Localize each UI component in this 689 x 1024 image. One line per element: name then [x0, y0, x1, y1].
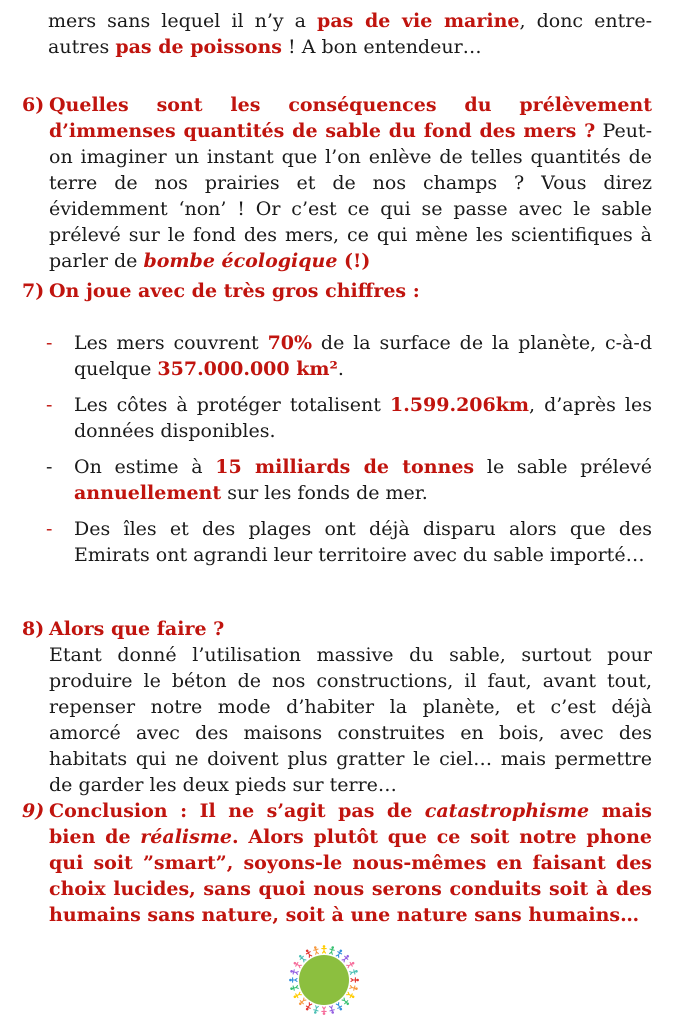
person-figure — [342, 998, 351, 1007]
list-item — [46, 454, 652, 506]
person-figure — [346, 992, 355, 1000]
person-figure — [290, 985, 299, 991]
bullet-text: Des îles et des plages ont déjà disparu alors que des Emirats ont agrandi leur territoire avec du sable importé… — [74, 518, 652, 566]
bullet-dash: - — [46, 518, 53, 540]
section-8-body — [49, 616, 652, 798]
person-figure — [298, 998, 307, 1007]
list-item — [46, 392, 652, 444]
bullet-highlight: 15 milliards de tonnes — [215, 456, 475, 478]
bullet-highlight: 70% — [267, 332, 313, 354]
person-figure — [322, 1007, 326, 1015]
person-figure — [346, 961, 355, 969]
intro-paragraph — [48, 8, 652, 60]
conclusion-text-c: . Alors plutôt que ce soit notre phone qui soit ”smart”, soyons-le nous-mêmes en faisant des choix lucides, sans quoi nous serons conduits soit à des humains sans nature, soit à une nature sans humains… — [49, 826, 652, 926]
section-9-number: 9) — [22, 800, 45, 822]
bullet-dash: - — [46, 332, 53, 354]
bullet-dash: - — [46, 456, 53, 478]
conclusion-italic-realism: réalisme — [140, 826, 233, 848]
person-figure — [305, 949, 313, 958]
person-figure — [336, 1002, 344, 1011]
intro-text-a: mers sans lequel il n’y a — [48, 10, 318, 32]
section-8-number: 8) — [22, 618, 45, 640]
bullet-highlight: 1.599.206km — [389, 394, 530, 416]
conclusion-text-a: Conclusion : Il ne s’agit pas de — [49, 800, 425, 822]
person-figure — [336, 949, 344, 958]
section-6-body — [49, 92, 652, 274]
section-7-bullet-list — [46, 330, 652, 578]
section-7 — [22, 278, 654, 304]
person-figure — [350, 985, 359, 991]
person-figure — [329, 1006, 335, 1015]
section-6-emphasis-tail: (!) — [337, 250, 371, 272]
list-item — [46, 516, 652, 568]
bullet-text: , d’après les données disponibles. — [74, 394, 652, 442]
intro-text-b: , donc entre-autres — [48, 10, 652, 58]
person-figure — [289, 978, 297, 982]
bullet-dash: - — [46, 394, 53, 416]
globe-people-ring-icon — [288, 944, 360, 1016]
bullet-highlight: annuellement — [74, 482, 222, 504]
bullet-highlight: 357.000.000 km² — [157, 358, 338, 380]
section-9 — [22, 798, 654, 928]
intro-text-c: ! A bon entendeur… — [281, 36, 482, 58]
section-6 — [22, 92, 654, 274]
person-figure — [313, 946, 319, 955]
bullet-text: de la surface de la planète, c-à-d quelque — [74, 332, 653, 380]
bullet-text: On estime à — [74, 456, 216, 478]
person-figure — [313, 1006, 319, 1015]
intro-highlight-marine-life: pas de vie marine — [317, 10, 520, 32]
bullet-text: Les mers couvrent — [74, 332, 268, 354]
conclusion-italic-catastrophism: catastrophisme — [424, 800, 590, 822]
green-globe — [299, 955, 349, 1005]
section-8-heading: Alors que faire ? — [49, 618, 225, 640]
person-figure — [342, 954, 351, 963]
section-7-heading: On joue avec de très gros chiffres : — [49, 280, 420, 302]
person-figure — [329, 946, 335, 955]
section-9-conclusion — [49, 798, 652, 928]
person-figure — [351, 978, 359, 982]
list-item — [46, 330, 652, 382]
section-8-text: Etant donné l’utilisation massive du sable, surtout pour produire le béton de nos constructions, il faut, avant tout, repenser notre mode d’habiter la planète, et c’est déjà amorcé avec des maisons construites en bois, avec des habitats qui ne doivent plus gratter le ciel… mais permettre de garder les deux pieds sur terre… — [49, 644, 652, 796]
person-figure — [322, 945, 326, 953]
intro-highlight-fish: pas de poissons — [115, 36, 282, 58]
person-figure — [293, 961, 302, 969]
section-6-number: 6) — [22, 94, 45, 116]
conclusion-text-b: mais bien de — [49, 800, 652, 848]
section-6-emphasis: bombe écologique — [143, 250, 338, 272]
section-6-text: Peut-on imaginer un instant que l’on enlève de telles quantités de terre de nos prairies et de nos champs ? Vous direz évidemment ‘non’ ! Or c’est ce qui se passe avec le sable prélevé sur le fond des mers, ce qui mène les scientifiques à parler de — [49, 120, 652, 272]
person-figure — [290, 969, 299, 975]
section-6-heading: Quelles sont les conséquences du prélèvement d’immenses quantités de sable du fond des mers ? — [49, 94, 652, 142]
section-7-number: 7) — [22, 280, 45, 302]
bullet-text: . — [337, 358, 344, 380]
person-figure — [298, 954, 307, 963]
section-8 — [22, 616, 654, 798]
bullet-text: Les côtes à protéger totalisent — [74, 394, 390, 416]
person-figure — [350, 969, 359, 975]
bullet-text: le sable prélevé — [474, 456, 652, 478]
person-figure — [305, 1002, 313, 1011]
bullet-text: sur les fonds de mer. — [221, 482, 428, 504]
person-figure — [293, 992, 302, 1000]
